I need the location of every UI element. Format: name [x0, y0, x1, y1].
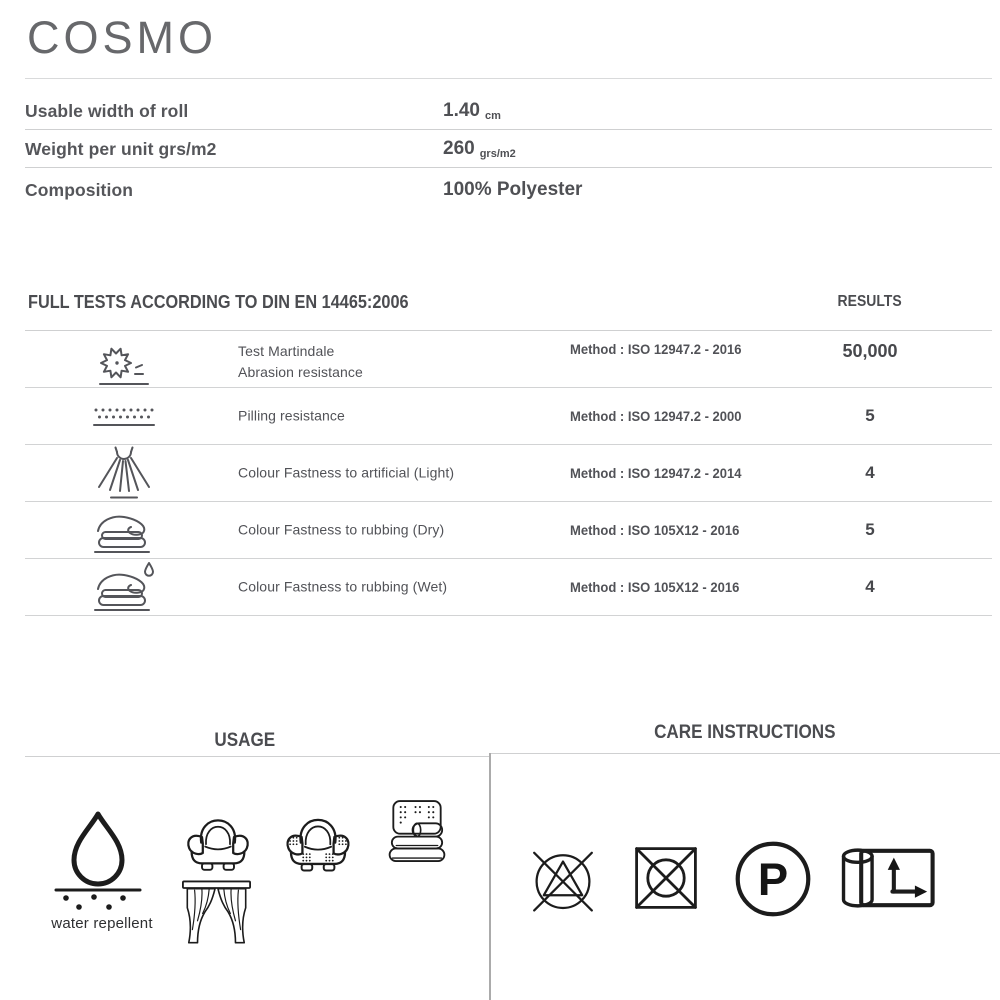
test-name: Test Martindale Abrasion resistance — [238, 343, 363, 380]
tests-header: FULL TESTS ACCORDING TO DIN EN 14465:2006 — [28, 291, 409, 312]
test-method: Method : ISO 12947.2 - 2014 — [570, 465, 742, 481]
roll-direction-icon — [834, 843, 936, 913]
results-header: RESULTS — [837, 293, 903, 310]
test-result: 4 — [865, 577, 875, 596]
test-method: Method : ISO 105X12 - 2016 — [570, 522, 740, 538]
upholstered-armchair-icon — [276, 800, 360, 882]
spec-unit: grs/m2 — [479, 148, 516, 160]
care-instructions-section — [490, 715, 1000, 1000]
spec-unit: cm — [484, 110, 501, 122]
folded-fabrics-icon — [380, 797, 454, 877]
usage-section — [0, 715, 490, 1000]
tests-header-row — [25, 288, 992, 331]
curtains-icon — [180, 878, 253, 952]
water-repellent-label: water repellent — [51, 915, 153, 932]
test-row — [25, 559, 992, 616]
test-row — [25, 502, 992, 559]
spec-table — [25, 78, 992, 210]
water-repellent-icon — [50, 810, 146, 912]
pilling-icon — [83, 393, 165, 439]
spec-label: Weight per unit grs/m2 — [25, 139, 217, 159]
test-name: Pilling resistance — [238, 407, 345, 424]
rubbing-dry-icon — [83, 505, 165, 555]
spec-value: 1.40 — [443, 100, 480, 121]
test-result: 50,000 — [842, 341, 898, 361]
test-result: 4 — [865, 463, 875, 482]
test-row — [25, 388, 992, 445]
do-not-bleach-icon — [523, 839, 603, 921]
spec-label: Composition — [25, 180, 134, 200]
spec-row — [25, 168, 992, 210]
dry-clean-p-icon — [731, 837, 815, 921]
spec-row — [25, 130, 992, 168]
do-not-tumble-dry-icon — [631, 843, 701, 913]
spec-row — [25, 78, 992, 130]
usage-divider-line — [25, 756, 490, 757]
spec-value: 260 — [443, 138, 475, 159]
dry-clean-letter: P — [757, 853, 789, 905]
section-vertical-divider — [489, 753, 491, 1000]
rubbing-wet-icon — [83, 561, 165, 613]
test-method: Method : ISO 12947.2 - 2000 — [570, 408, 742, 424]
test-name: Colour Fastness to rubbing (Dry) — [238, 521, 445, 538]
armchair-icon — [178, 800, 258, 882]
spec-value: 100% Polyester — [443, 179, 583, 200]
spec-label: Usable width of roll — [25, 101, 189, 121]
test-result: 5 — [865, 520, 875, 539]
care-divider-line — [490, 753, 1000, 754]
page-title: COSMO — [27, 12, 218, 63]
test-row — [25, 445, 992, 502]
test-row — [25, 331, 992, 388]
test-method: Method : ISO 12947.2 - 2016 — [570, 341, 742, 357]
test-name: Colour Fastness to artificial (Light) — [238, 464, 455, 481]
care-instructions-title: CARE INSTRUCTIONS — [654, 722, 836, 743]
usage-title: USAGE — [214, 730, 276, 751]
martindale-abrasion-icon — [83, 341, 165, 387]
test-result: 5 — [865, 406, 875, 425]
test-results-table — [25, 288, 992, 616]
light-exposure-icon — [83, 444, 165, 502]
test-name: Colour Fastness to rubbing (Wet) — [238, 578, 448, 595]
test-method: Method : ISO 105X12 - 2016 — [570, 579, 740, 595]
